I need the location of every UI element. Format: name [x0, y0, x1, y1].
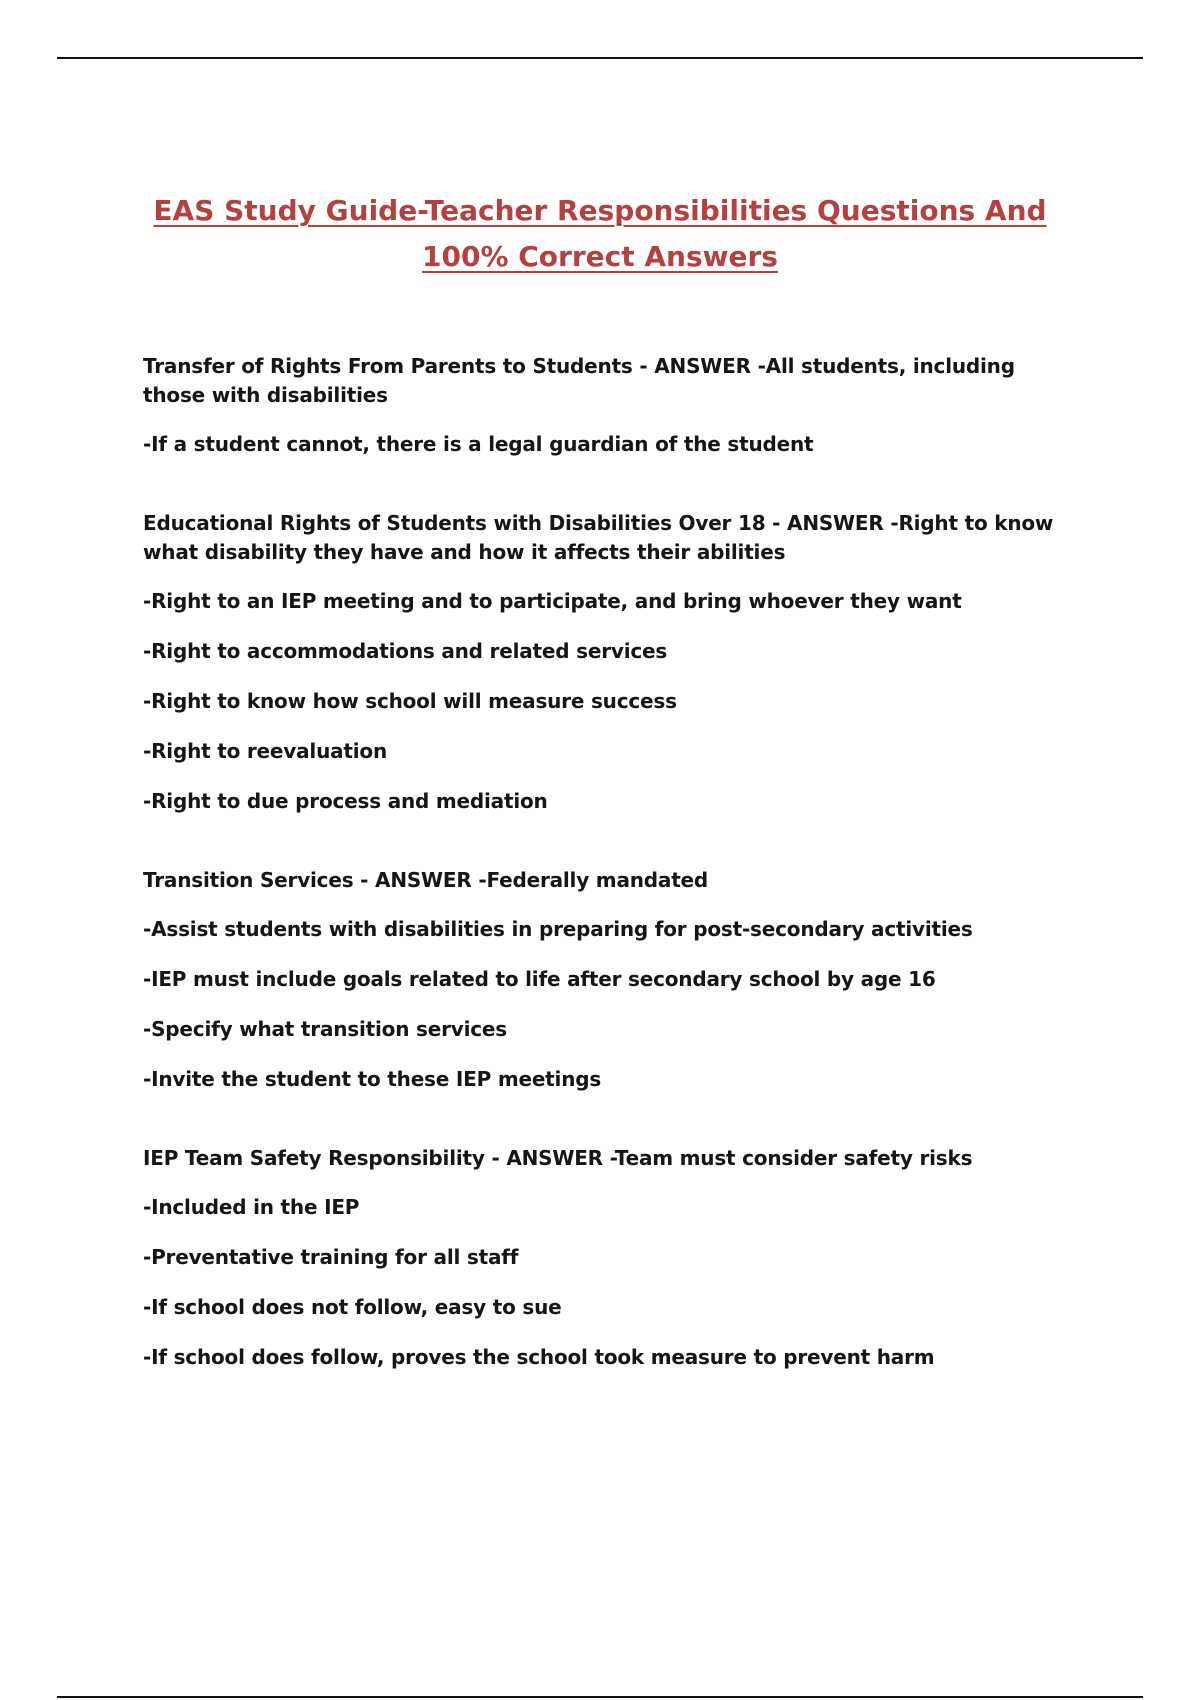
qa-question: IEP Team Safety Responsibility - ANSWER -Team must consider safety risks — [143, 1146, 973, 1170]
bottom-rule — [57, 1696, 1143, 1698]
title-line-1: EAS Study Guide-Teacher Responsibilities Questions And — [153, 194, 1047, 227]
qa-point: -Preventative training for all staff — [143, 1245, 519, 1269]
qa-point: -If a student cannot, there is a legal guardian of the student — [143, 432, 814, 456]
qa-point: -Right to due process and mediation — [143, 789, 548, 813]
qa-point: -Right to accommodations and related services — [143, 639, 668, 663]
qa-section-iep-safety — [143, 1144, 1083, 1372]
qa-question: Educational Rights of Students with Disabilities Over 18 - ANSWER -Right to know what disability they have and how it affects their abilities — [143, 511, 1054, 564]
title-line-2: 100% Correct Answers — [422, 240, 778, 273]
qa-section-transition-services — [143, 866, 1083, 1094]
qa-point: -Included in the IEP — [143, 1195, 360, 1219]
qa-point: -Right to know how school will measure success — [143, 689, 677, 713]
qa-point: -Assist students with disabilities in preparing for post-secondary activities — [143, 917, 973, 941]
document-body — [143, 352, 1083, 1422]
qa-point: -Right to reevaluation — [143, 739, 388, 763]
qa-point: -If school does follow, proves the school took measure to prevent harm — [143, 1345, 935, 1369]
document-title — [57, 188, 1143, 280]
qa-point: -Right to an IEP meeting and to participate, and bring whoever they want — [143, 589, 962, 613]
qa-section-transfer-of-rights — [143, 352, 1083, 459]
qa-section-educational-rights — [143, 509, 1083, 816]
qa-question: Transfer of Rights From Parents to Students - ANSWER -All students, including those with disabilities — [143, 354, 1015, 407]
qa-point: -Specify what transition services — [143, 1017, 507, 1041]
qa-question: Transition Services - ANSWER -Federally mandated — [143, 868, 709, 892]
qa-point: -Invite the student to these IEP meetings — [143, 1067, 602, 1091]
qa-point: -IEP must include goals related to life after secondary school by age 16 — [143, 967, 936, 991]
top-rule — [57, 57, 1143, 59]
qa-point: -If school does not follow, easy to sue — [143, 1295, 562, 1319]
